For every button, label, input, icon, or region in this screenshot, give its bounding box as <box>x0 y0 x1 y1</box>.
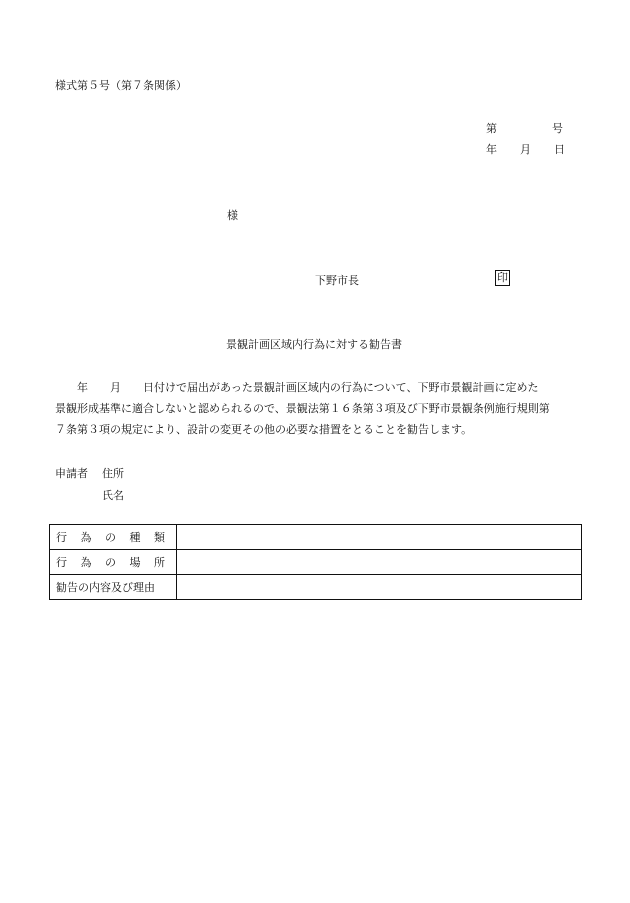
sender-title: 下野市長 <box>315 274 359 287</box>
date-day-label: 日 <box>554 143 565 156</box>
table-row <box>50 525 582 550</box>
date-month-label: 月 <box>520 143 531 156</box>
document-title: 景観計画区域内行為に対する勧告書 <box>226 338 402 351</box>
row-value-activity-type[interactable] <box>177 525 582 550</box>
body-text <box>55 377 581 440</box>
row-value-recommendation-reason[interactable] <box>177 575 582 600</box>
recipient-honorific: 様 <box>227 209 238 222</box>
activity-detail-table <box>49 524 582 600</box>
applicant-name-label: 氏名 <box>102 489 124 502</box>
body-line: ７条第３項の規定により、設計の変更その他の必要な措置をとることを勧告します。 <box>55 423 473 436</box>
document-number-suffix: 号 <box>552 122 563 135</box>
row-label-recommendation-reason: 勧告の内容及び理由 <box>50 575 177 600</box>
row-value-activity-location[interactable] <box>177 550 582 575</box>
seal-mark: 印 <box>497 271 508 284</box>
date-year-label: 年 <box>486 143 497 156</box>
document-number-prefix: 第 <box>486 122 497 135</box>
row-label-activity-type: 行 為 の 種 類 <box>50 525 177 550</box>
applicant-label: 申請者 <box>55 467 88 480</box>
form-number-label: 様式第５号（第７条関係） <box>55 79 187 92</box>
table-row <box>50 575 582 600</box>
body-line: 景観形成基準に適合しないと認められるので、景観法第１６条第３項及び下野市景観条例施行規則第 <box>55 402 550 415</box>
row-label-activity-location: 行 為 の 場 所 <box>50 550 177 575</box>
body-line: 年 月 日付けで届出があった景観計画区域内の行為について、下野市景観計画に定めた <box>55 381 539 394</box>
table-row <box>50 550 582 575</box>
applicant-address-label: 住所 <box>102 467 124 480</box>
